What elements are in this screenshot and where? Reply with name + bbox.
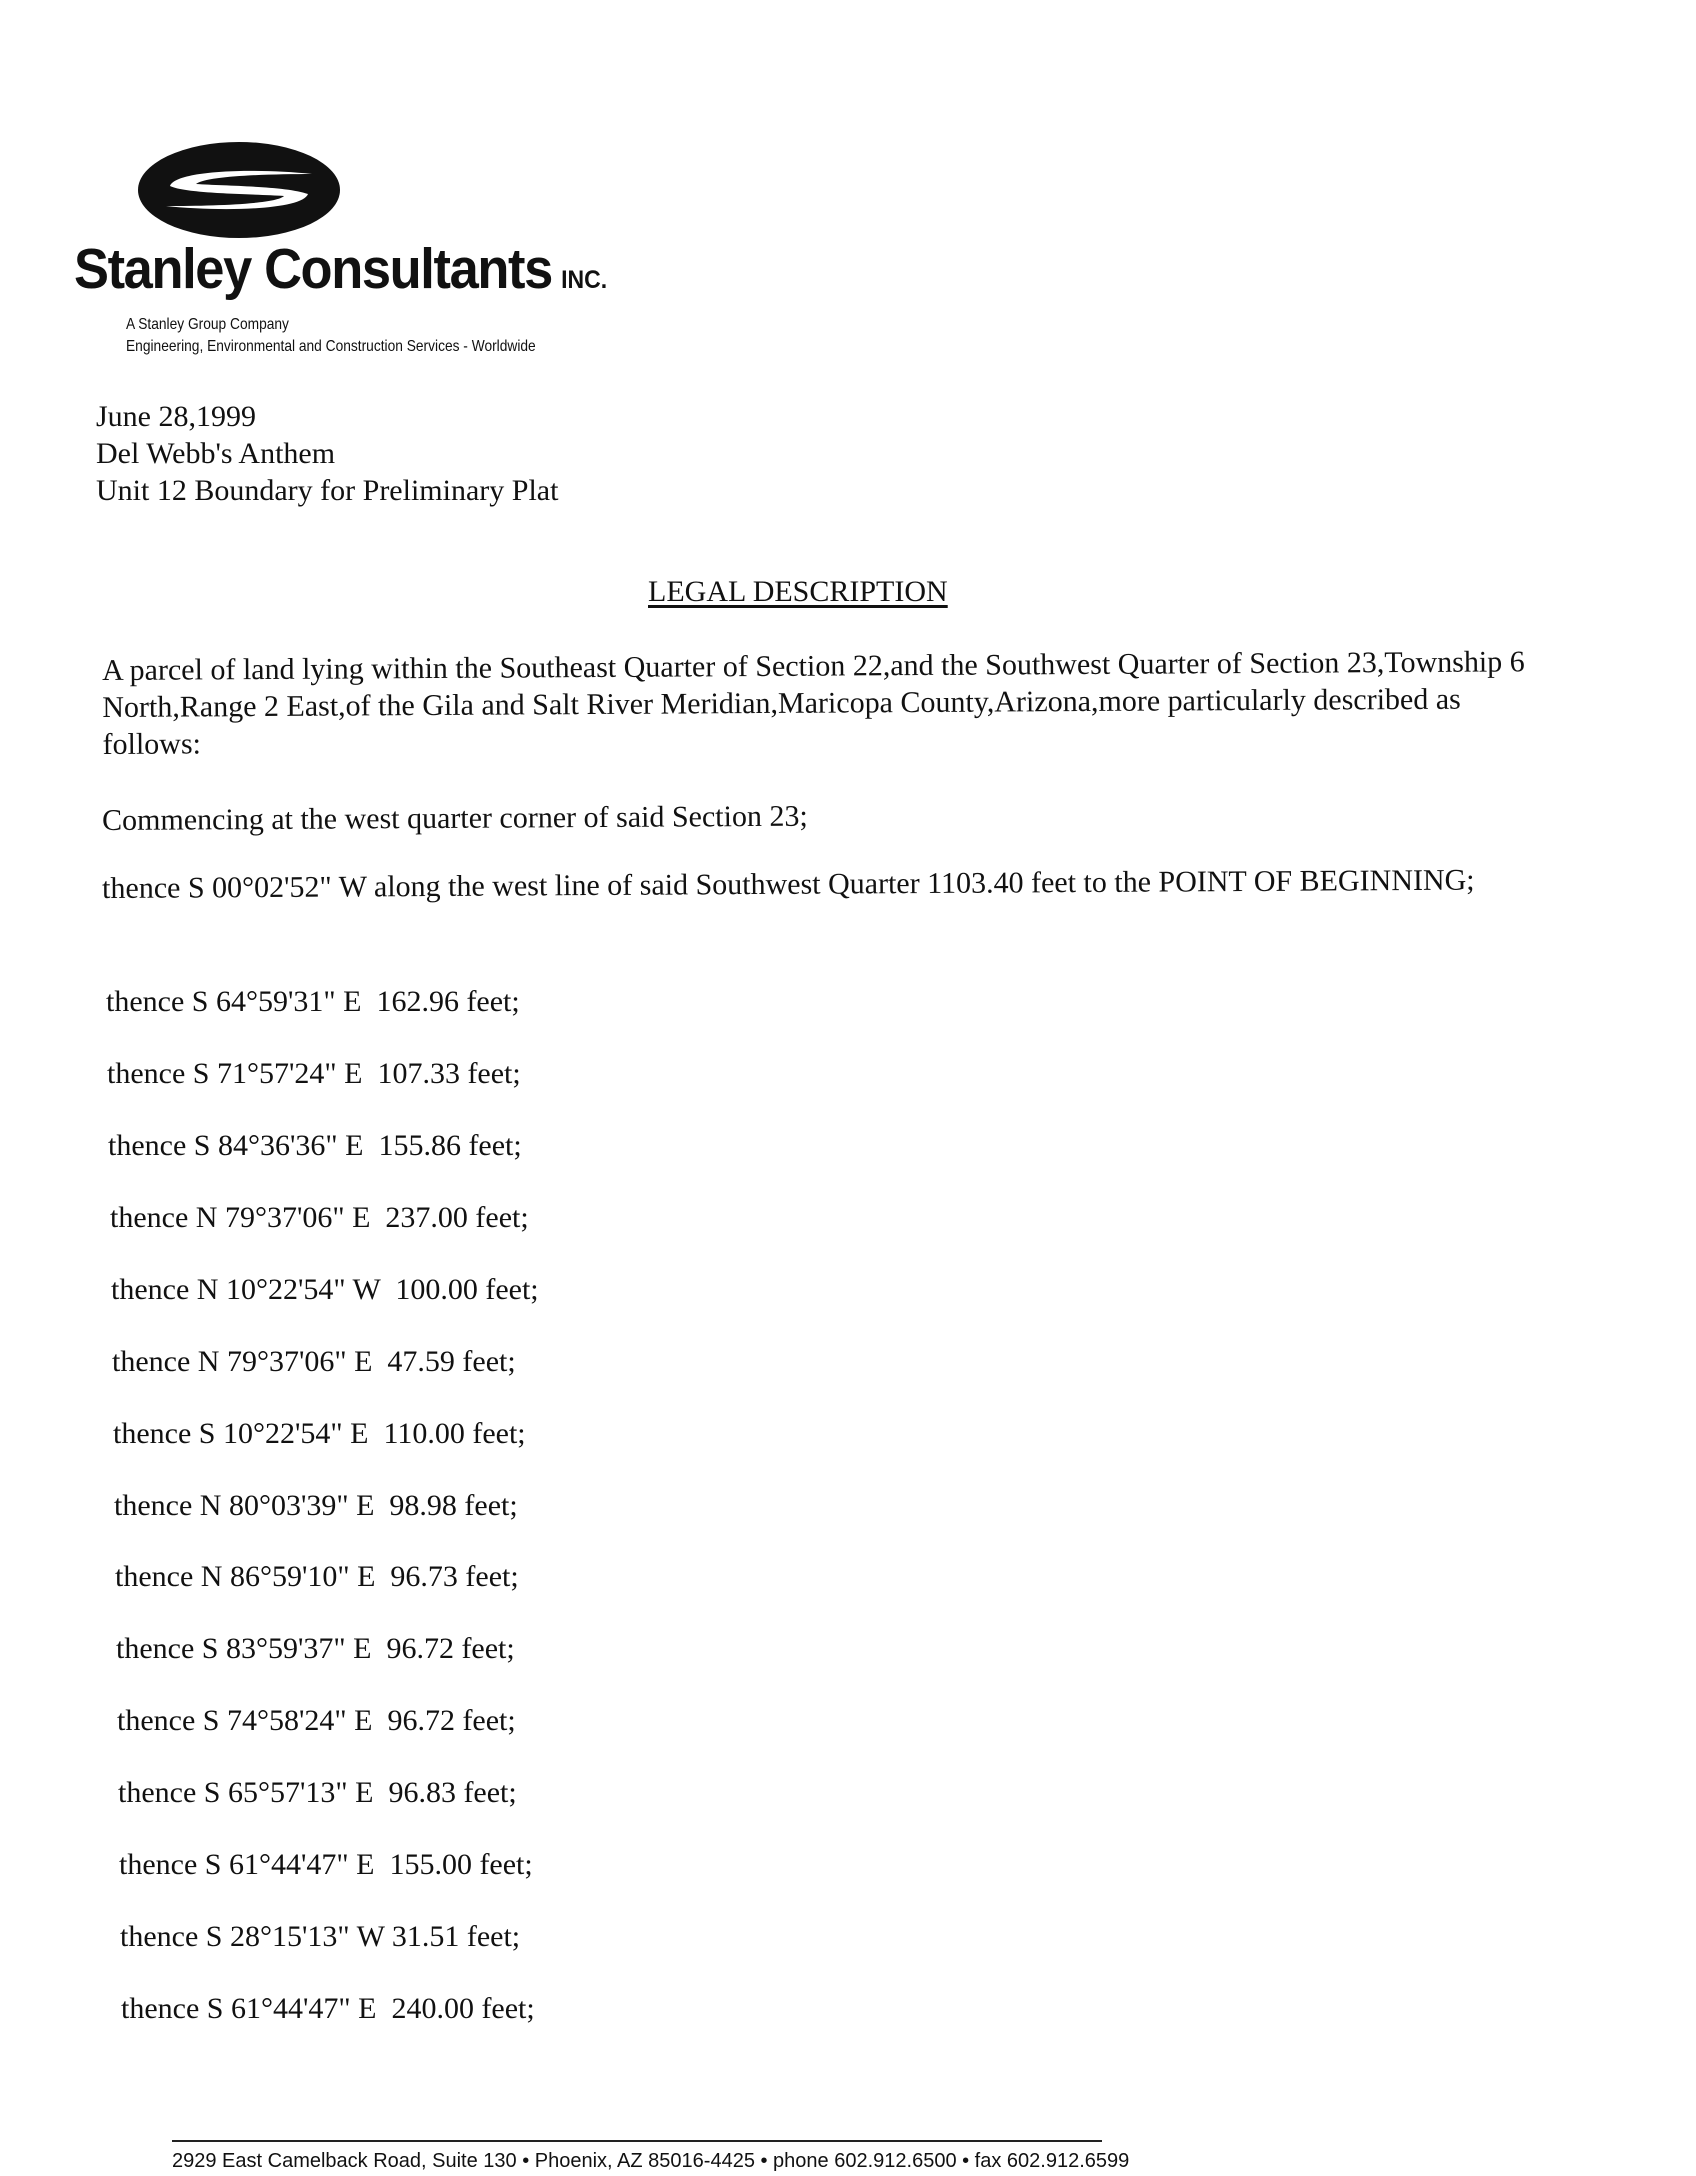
course-line: thence N 10°22'54" W 100.00 feet;: [111, 1273, 539, 1306]
course-line: thence S 61°44'47" E 240.00 feet;: [121, 1992, 535, 2025]
course-line: thence S 71°57'24" E 107.33 feet;: [107, 1057, 521, 1090]
company-name: [74, 236, 607, 302]
footer-divider: [172, 2140, 1102, 2142]
course-line: thence S 10°22'54" E 110.00 feet;: [113, 1417, 526, 1450]
course-line: thence N 80°03'39" E 98.98 feet;: [114, 1489, 518, 1522]
course-line: thence S 84°36'36" E 155.86 feet;: [108, 1129, 522, 1162]
course-line: thence S 64°59'31" E 162.96 feet;: [106, 985, 520, 1018]
company-tagline-group: A Stanley Group Company: [126, 316, 289, 333]
document-date: June 28,1999: [96, 400, 256, 433]
course-line: thence N 79°37'06" E 237.00 feet;: [110, 1201, 529, 1234]
course-line: thence S 61°44'47" E 155.00 feet;: [119, 1848, 533, 1881]
commencing-paragraph: Commencing at the west quarter corner of said Section 23;: [102, 799, 808, 837]
course-line: thence S 74°58'24" E 96.72 feet;: [117, 1704, 516, 1737]
footer-address: 2929 East Camelback Road, Suite 130 • Phoenix, AZ 85016-4425 • phone 602.912.6500 • fax 602.912.6599: [172, 2150, 1130, 2172]
course-line: thence S 28°15'13" W 31.51 feet;: [120, 1920, 521, 1953]
course-line: thence N 86°59'10" E 96.73 feet;: [115, 1560, 519, 1593]
company-name-text: Stanley Consultants: [74, 237, 552, 301]
point-of-beginning-paragraph: thence S 00°02'52" W along the west line of said Southwest Quarter 1103.40 feet to the POINT OF BEGINNING;: [102, 863, 1475, 905]
company-tagline-services: Engineering, Environmental and Construction Services - Worldwide: [126, 338, 536, 355]
document-title: LEGAL DESCRIPTION: [648, 575, 948, 608]
course-line: thence S 83°59'37" E 96.72 feet;: [116, 1632, 515, 1665]
course-line: thence N 79°37'06" E 47.59 feet;: [112, 1345, 516, 1378]
company-suffix: INC.: [561, 266, 608, 294]
project-name: Del Webb's Anthem: [96, 437, 336, 470]
document-subject: Unit 12 Boundary for Preliminary Plat: [96, 474, 559, 507]
intro-paragraph: A parcel of land lying within the Southeast Quarter of Section 22,and the Southwest Quarter of Section 23,Township 6 North,Range 2 East,of the Gila and Salt River Meridian,Maricopa County,Arizona,more particularly described as follows:: [102, 645, 1525, 761]
course-line: thence S 65°57'13" E 96.83 feet;: [118, 1776, 517, 1809]
stanley-logo-icon: [136, 140, 342, 240]
